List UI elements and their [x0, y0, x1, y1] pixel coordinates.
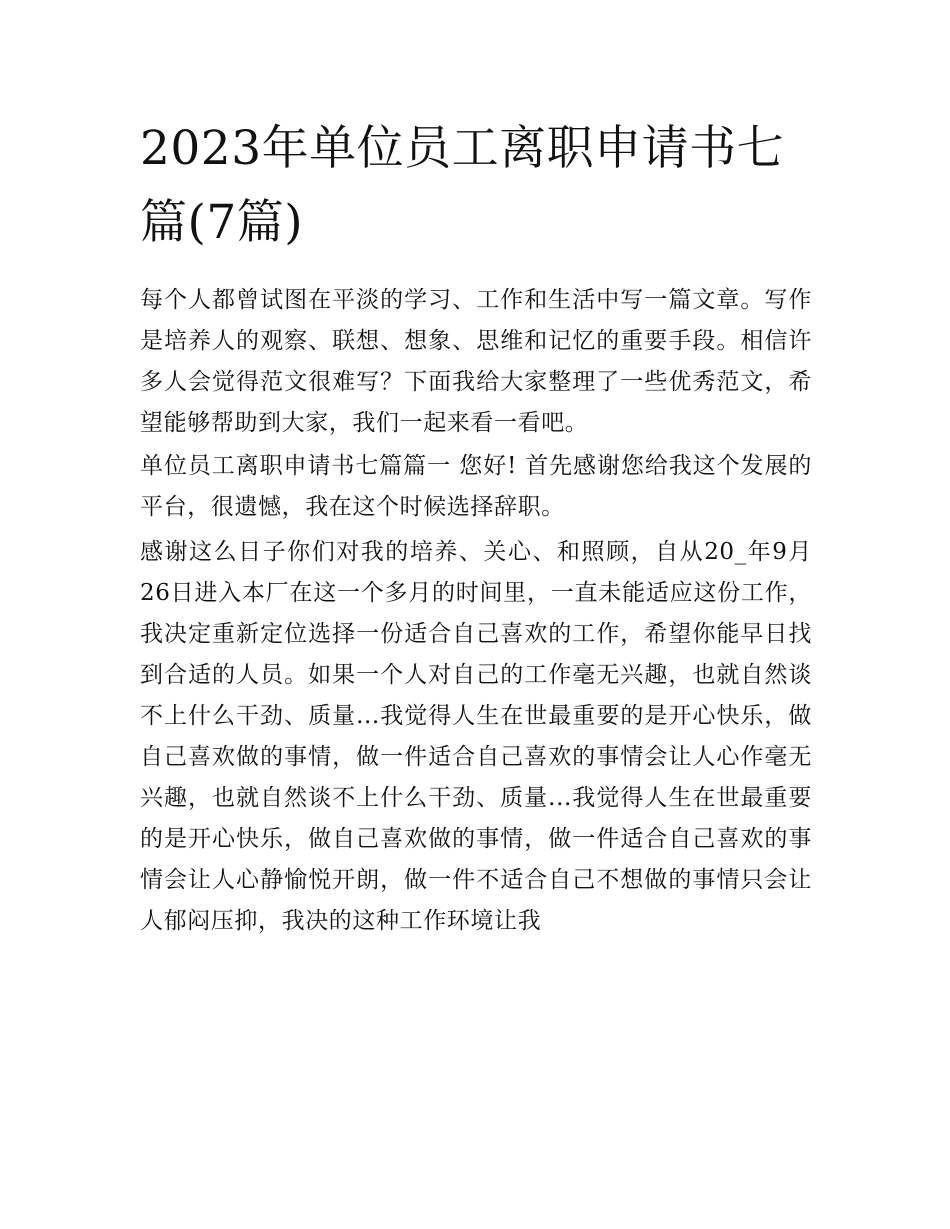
paragraph-letter-opening: 单位员工离职申请书七篇篇一 您好! 首先感谢您给我这个发展的平台，很遗憾，我在这个时候选择辞职。	[140, 453, 812, 520]
document-body	[140, 280, 812, 946]
paragraph-letter-body: 感谢这么日子你们对我的培养、关心、和照顾，自从20_年9月26日进入本厂在这一个多月的时间里，一直未能适应这份工作，我决定重新定位选择一份适合自己喜欢的工作，希望你能早日找到合适的人员。如果一个人对自己的工作毫无兴趣，也就自然谈不上什么干劲、质量...我觉得人生在世最重要的是开心快乐，做自己喜欢做的事情，做一件适合自己喜欢的事情会让人心作毫无兴趣，也就自然谈不上什么干劲、质量...我觉得人生在世最重要的是开心快乐，做自己喜欢做的事情，做一件适合自己喜欢的事情会让人心静愉悦开朗，做一件不适合自己不想做的事情只会让人郁闷压抑，我决的这种工作环境让我	[140, 539, 812, 934]
document-title: 2023年单位员工离职申请书七篇(7篇)	[140, 121, 785, 250]
paragraph-intro: 每个人都曾试图在平淡的学习、工作和生活中写一篇文章。写作是培养人的观察、联想、想象、思维和记忆的重要手段。相信许多人会觉得范文很难写？下面我给大家整理了一些优秀范文，希望能够帮助到大家，我们一起来看一看吧。	[140, 287, 812, 436]
